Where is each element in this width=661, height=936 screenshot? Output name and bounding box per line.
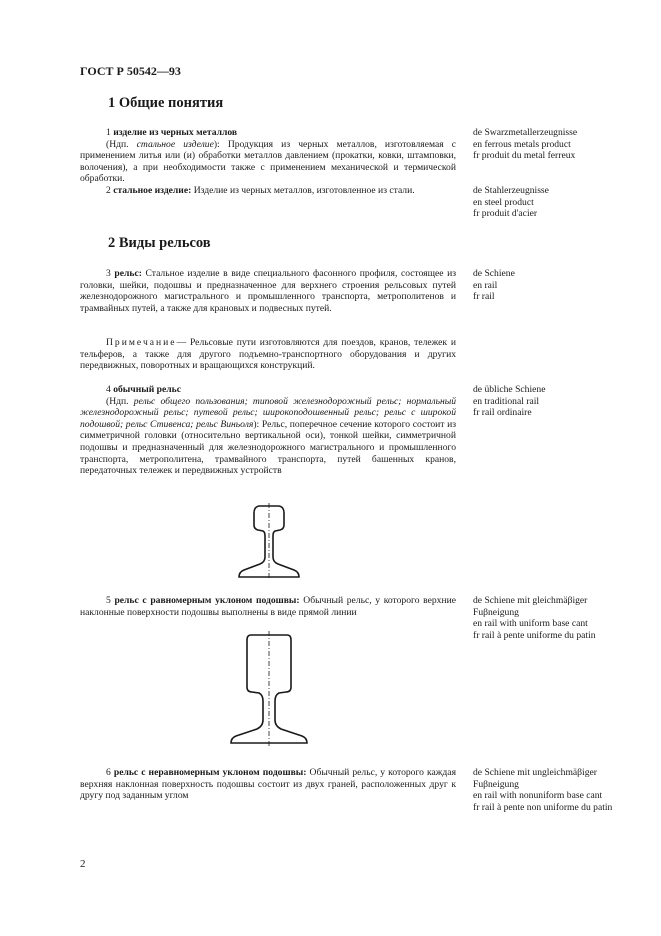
term-synonym: рельс общего пользования; типовой железнодорожный рельс; нормальный железнодорожный рельс; путевой рельс; широкоподошвенный рельс; рельс с широкой подошвой; рельс Стивенса; рельс Виньоля	[80, 395, 457, 430]
equivalent-en: en traditional rail	[473, 395, 540, 407]
equivalents-1	[473, 127, 623, 162]
equivalents-4	[473, 384, 623, 419]
term-syn-prefix: (Ндп.	[106, 138, 137, 150]
note-label: Примечание	[106, 337, 177, 348]
term-number: 2	[106, 185, 111, 196]
equivalents-2	[473, 185, 623, 220]
term-syn-suffix: ):	[253, 418, 260, 430]
equivalent-en: en rail with uniform base cant	[473, 618, 588, 630]
term-name: изделие из черных металлов	[113, 127, 238, 138]
equivalent-fr: fr rail à pente non uniforme du patin	[473, 801, 613, 813]
equivalent-de: de Swarzmetallerzeugnisse	[473, 127, 578, 138]
term-entry-5	[80, 595, 456, 618]
equivalent-de: de Schiene mit ungleichmäβiger Fuβneigung	[473, 767, 597, 790]
note-block	[80, 337, 456, 372]
term-entry-1	[80, 127, 456, 185]
equivalent-fr: fr rail à pente uniforme du patin	[473, 629, 596, 641]
equivalent-fr: fr produit d'acier	[473, 208, 538, 220]
equivalent-de: de übliche Schiene	[473, 384, 546, 395]
equivalent-de: de Stahlerzeugnisse	[473, 185, 549, 196]
term-number: 1	[106, 127, 111, 138]
term-name: рельс:	[114, 268, 142, 279]
term-number: 6	[106, 767, 111, 778]
term-name: рельс с неравномерным уклоном подошвы:	[113, 767, 307, 778]
equivalent-fr: fr rail ordinaire	[473, 407, 532, 419]
term-entry-4	[80, 384, 456, 477]
term-number: 5	[106, 595, 111, 606]
term-name: рельс с равномерным уклоном подошвы:	[114, 595, 300, 606]
term-name: стальное изделие:	[113, 185, 192, 196]
equivalent-de: de Schiene	[473, 268, 515, 279]
rail-profile-figure-1	[237, 505, 301, 579]
term-definition: Продукция из черных металлов, изготовляемая с применением литья или (и) обработки металлов давлением (прокатки, ковки, штамповки, волочения), а при необходимости также с применением механической и термической обработки.	[80, 138, 456, 185]
equivalent-fr: fr produit du metal ferreux	[473, 150, 576, 162]
term-definition: Обычный рельс, у которого каждая верхняя наклонная поверхность подошвы состоит из двух граней, расположенных друг к другу под заданным углом	[80, 767, 456, 802]
term-definition: Обычный рельс, у которого верхние наклонные поверхности подошвы выполнены в виде прямой линии	[80, 595, 457, 618]
term-syn-prefix: (Ндп.	[106, 395, 134, 407]
term-definition: Рельс, поперечное сечение которого состоит из симметричной головки (относительно вертикальной оси), тонкой шейки, симметричной подошвы и предназначенный для железнодорожного магистрального и промышленного транспорта, метрополитена, трамвайного транспорта, путей башенных кранов, передаточных тележек и передвижных устройств	[80, 418, 456, 477]
note-text: — Рельсовые пути изготовляются для поездов, кранов, тележек и тельферов, а также для другого подъемно-транспортного оборудования и других передвижных, поворотных и вращающихся конструкций.	[80, 337, 456, 372]
term-definition: Изделие из черных металлов, изготовленное из стали.	[191, 185, 415, 196]
equivalent-fr: fr rail	[473, 291, 495, 303]
page-number: 2	[80, 858, 86, 870]
equivalent-en: en rail	[473, 279, 498, 291]
equivalent-de: de Schiene mit gleichmäβiger Fuβneigung	[473, 595, 588, 618]
section-title-general: 1 Общие понятия	[108, 95, 224, 111]
equivalent-en: en steel product	[473, 196, 534, 208]
equivalents-5	[473, 595, 623, 641]
term-synonym: стальное изделие	[136, 138, 214, 150]
rail-profile-figure-2	[229, 633, 309, 747]
equivalent-en: en ferrous metals product	[473, 138, 571, 150]
term-syn-suffix: ):	[213, 138, 220, 150]
term-entry-6	[80, 767, 456, 802]
term-number: 3	[106, 268, 111, 279]
equivalents-6	[473, 767, 623, 813]
term-entry-2	[80, 185, 456, 197]
section-title-rail-types: 2 Виды рельсов	[108, 235, 211, 251]
term-name: обычный рельс	[113, 384, 181, 395]
term-number: 4	[106, 384, 111, 395]
term-entry-3	[80, 268, 456, 314]
equivalents-3	[473, 268, 623, 303]
term-definition: Стальное изделие в виде специального фасонного профиля, состоящее из головки, шейки, подошвы и предназначенное для верхнего строения рельсовых путей железнодорожного магистрального и промышленного транспорта, метрополитенов и трамвайных путей, а также для крановых и подвесных путей.	[80, 268, 457, 314]
document-code: ГОСТ Р 50542—93	[80, 64, 181, 78]
equivalent-en: en rail with nonuniform base cant	[473, 790, 603, 802]
